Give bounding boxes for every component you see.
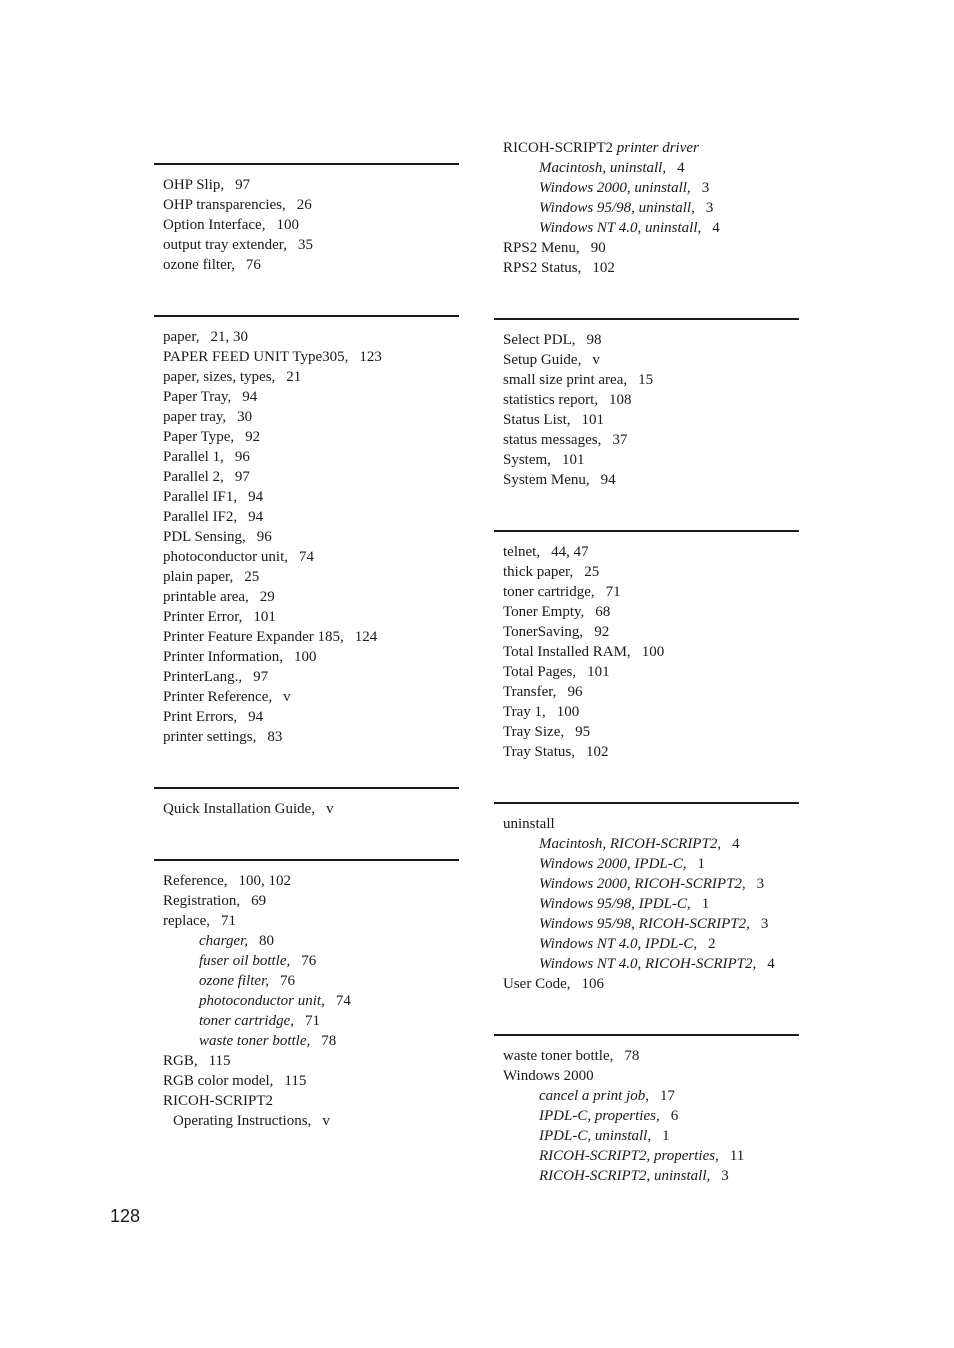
index-page-ref: 83 <box>267 729 283 745</box>
index-entry <box>163 627 459 647</box>
index-entry <box>163 1111 459 1131</box>
index-term: ozone filter, <box>163 257 235 273</box>
index-page-ref: 98 <box>586 332 602 348</box>
index-subentry <box>503 834 799 854</box>
index-page-ref: 71 <box>221 913 237 929</box>
index-entry <box>163 1091 459 1111</box>
index-term: Windows NT 4.0, IPDL-C, <box>539 936 698 952</box>
index-entry <box>503 370 799 390</box>
index-page-ref: 106 <box>581 976 604 992</box>
index-term: waste toner bottle, <box>503 1048 614 1064</box>
index-column-left <box>154 0 459 1200</box>
index-page-ref: 94 <box>242 389 258 405</box>
index-term: Parallel 2, <box>163 469 224 485</box>
index-subentry <box>503 198 799 218</box>
index-term: System Menu, <box>503 472 590 488</box>
index-term: Paper Tray, <box>163 389 232 405</box>
index-entry <box>503 238 799 258</box>
index-term: RPS2 Status, <box>503 260 582 276</box>
index-page-ref: 6 <box>670 1108 679 1124</box>
index-entry <box>503 742 799 762</box>
index-entry <box>163 255 459 275</box>
index-term: PDL Sensing, <box>163 529 246 545</box>
index-term: Status List, <box>503 412 571 428</box>
index-page-ref: 25 <box>584 564 600 580</box>
index-page-ref: 68 <box>595 604 611 620</box>
index-term: Tray Status, <box>503 744 575 760</box>
index-term: System, <box>503 452 551 468</box>
index-entry <box>163 427 459 447</box>
index-term: paper, <box>163 329 200 345</box>
index-page-ref: v <box>283 689 291 705</box>
index-term: Printer Feature Expander 185, <box>163 629 344 645</box>
index-page-ref: 96 <box>234 449 250 465</box>
index-page-ref: 78 <box>624 1048 640 1064</box>
index-subentry <box>503 1146 799 1166</box>
index-section-p <box>163 327 459 747</box>
index-section-w <box>503 1046 799 1186</box>
index-subentry <box>503 874 799 894</box>
index-page-ref: 25 <box>244 569 260 585</box>
index-term: Setup Guide, <box>503 352 582 368</box>
index-term: Tray Size, <box>503 724 565 740</box>
index-entry <box>163 215 459 235</box>
index-term: Windows NT 4.0, uninstall, <box>539 220 702 236</box>
index-page-ref: 115 <box>284 1073 307 1089</box>
index-entry <box>163 467 459 487</box>
index-page-ref: 97 <box>235 177 251 193</box>
index-subentry <box>503 934 799 954</box>
index-page-ref: 90 <box>590 240 606 256</box>
index-subentry <box>503 1086 799 1106</box>
index-page-ref: 94 <box>248 709 264 725</box>
index-entry <box>503 642 799 662</box>
index-entry <box>503 410 799 430</box>
index-term: toner cartridge, <box>199 1013 294 1029</box>
index-page-ref: 4 <box>732 836 740 852</box>
index-entry <box>503 602 799 622</box>
index-term: RICOH-SCRIPT2, properties, <box>539 1148 719 1164</box>
index-page-ref: 1 <box>697 856 706 872</box>
index-term: uninstall <box>503 816 555 832</box>
index-term: small size print area, <box>503 372 628 388</box>
page-number: 128 <box>110 1206 141 1226</box>
index-entry <box>503 814 799 834</box>
index-entry <box>163 367 459 387</box>
index-page-ref: 44, 47 <box>551 544 589 560</box>
index-page-ref: 100 <box>293 649 317 665</box>
index-page-ref: 15 <box>638 372 654 388</box>
index-entry <box>163 347 459 367</box>
index-page-ref: 3 <box>756 876 765 892</box>
index-page-ref: 74 <box>298 549 314 565</box>
index-section-o <box>163 175 459 275</box>
index-page-ref: v <box>592 352 600 368</box>
index-term: toner cartridge, <box>503 584 595 600</box>
index-term: ozone filter, <box>199 973 269 989</box>
index-term: Total Pages, <box>503 664 577 680</box>
index-entry <box>503 542 799 562</box>
index-term: RICOH-SCRIPT2, uninstall, <box>539 1168 711 1184</box>
index-term: paper tray, <box>163 409 227 425</box>
index-term: Tray 1, <box>503 704 546 720</box>
index-page-ref: 78 <box>321 1033 337 1049</box>
index-page-ref: 4 <box>712 220 720 236</box>
section-rule <box>494 802 799 804</box>
index-page-ref: 97 <box>253 669 269 685</box>
index-term: waste toner bottle, <box>199 1033 311 1049</box>
index-entry <box>163 667 459 687</box>
index-entry <box>503 430 799 450</box>
index-term: Windows 95/98, uninstall, <box>539 200 695 216</box>
index-entry <box>163 407 459 427</box>
index-page-ref: 76 <box>245 257 261 273</box>
index-page-ref: 123 <box>359 349 382 365</box>
index-entry <box>503 350 799 370</box>
index-term: Windows 2000, RICOH-SCRIPT2, <box>539 876 746 892</box>
index-page-ref: 94 <box>248 509 264 525</box>
index-term: Paper Type, <box>163 429 235 445</box>
section-rule <box>154 859 459 861</box>
index-term: IPDL-C, uninstall, <box>539 1128 652 1144</box>
index-page-ref: 101 <box>561 452 585 468</box>
index-entry <box>503 470 799 490</box>
index-term-qualifier: printer driver <box>616 140 699 156</box>
index-page-ref: 108 <box>608 392 632 408</box>
index-term: IPDL-C, properties, <box>539 1108 660 1124</box>
index-subentry <box>503 218 799 238</box>
index-page-ref: 92 <box>594 624 610 640</box>
index-entry <box>503 450 799 470</box>
index-entry <box>163 587 459 607</box>
index-term: Reference, <box>163 873 228 889</box>
index-page-ref: 26 <box>296 197 312 213</box>
section-rule <box>494 1034 799 1036</box>
index-page-ref: 100 <box>276 217 299 233</box>
index-section-u <box>503 814 799 994</box>
index-subentry <box>503 1166 799 1186</box>
index-entry <box>163 195 459 215</box>
index-subentry <box>503 1106 799 1126</box>
index-entry <box>163 527 459 547</box>
index-page-ref: 101 <box>581 412 605 428</box>
index-page-ref: 97 <box>234 469 250 485</box>
index-entry <box>163 507 459 527</box>
index-entry <box>163 327 459 347</box>
index-page-ref: 69 <box>251 893 267 909</box>
index-term: printer settings, <box>163 729 257 745</box>
index-page-ref: 101 <box>253 609 276 625</box>
index-entry <box>503 974 799 994</box>
index-entry <box>163 707 459 727</box>
index-term: Windows 95/98, IPDL-C, <box>539 896 691 912</box>
index-term: charger, <box>199 933 249 949</box>
index-page-ref: 100 <box>641 644 665 660</box>
index-entry <box>163 871 459 891</box>
index-entry <box>503 622 799 642</box>
index-column-right <box>494 0 799 1200</box>
index-subentry <box>503 854 799 874</box>
index-entry <box>163 911 459 931</box>
index-term: Printer Information, <box>163 649 283 665</box>
index-page-ref: 35 <box>297 237 313 253</box>
index-entry <box>163 647 459 667</box>
index-page-ref: 102 <box>592 260 615 276</box>
index-section-t <box>503 542 799 762</box>
index-section-r-continued <box>503 138 799 278</box>
index-entry <box>503 138 799 158</box>
index-page-ref: 29 <box>259 589 275 605</box>
index-subentry <box>503 1126 799 1146</box>
index-entry <box>503 702 799 722</box>
index-term: Toner Empty, <box>503 604 585 620</box>
index-term: Parallel IF2, <box>163 509 238 525</box>
index-page-ref: 4 <box>677 160 685 176</box>
index-term: status messages, <box>503 432 602 448</box>
index-subentry <box>503 178 799 198</box>
index-page-ref: 124 <box>354 629 378 645</box>
index-page-ref: 101 <box>587 664 610 680</box>
index-term: photoconductor unit, <box>163 549 288 565</box>
index-page-ref: 92 <box>245 429 261 445</box>
index-term: Printer Reference, <box>163 689 273 705</box>
index-term: paper, sizes, types, <box>163 369 276 385</box>
index-term: OHP Slip, <box>163 177 225 193</box>
index-entry <box>163 687 459 707</box>
index-page-ref: 21, 30 <box>210 329 248 345</box>
index-term: replace, <box>163 913 211 929</box>
index-entry <box>503 722 799 742</box>
index-term: telnet, <box>503 544 541 560</box>
index-entry <box>503 682 799 702</box>
index-entry <box>163 727 459 747</box>
index-entry <box>163 1071 459 1091</box>
index-entry <box>503 1046 799 1066</box>
index-term: Macintosh, RICOH-SCRIPT2, <box>539 836 722 852</box>
index-page-ref: 100, 102 <box>238 873 292 889</box>
index-page-ref: 76 <box>280 973 295 989</box>
index-term: Operating Instructions, <box>173 1113 312 1129</box>
index-page-ref: 3 <box>701 180 710 196</box>
index-page-ref: 2 <box>708 936 716 952</box>
index-term: Quick Installation Guide, <box>163 801 316 817</box>
index-subentry <box>503 894 799 914</box>
index-term: statistics report, <box>503 392 598 408</box>
index-term: User Code, <box>503 976 571 992</box>
index-page-ref: 11 <box>729 1148 745 1164</box>
index-entry <box>163 567 459 587</box>
index-term: plain paper, <box>163 569 234 585</box>
index-term: Windows 2000 <box>503 1068 594 1084</box>
section-rule <box>154 787 459 789</box>
index-page-ref: 37 <box>612 432 628 448</box>
index-page-ref: 3 <box>721 1168 729 1184</box>
index-page-ref: 1 <box>662 1128 670 1144</box>
index-entry <box>163 447 459 467</box>
index-term: Windows NT 4.0, RICOH-SCRIPT2, <box>539 956 757 972</box>
index-page-ref: 3 <box>760 916 769 932</box>
index-entry <box>163 387 459 407</box>
index-term: cancel a print job, <box>539 1088 649 1104</box>
index-page-ref: v <box>322 1113 330 1129</box>
index-page-ref: v <box>326 801 334 817</box>
index-term: output tray extender, <box>163 237 287 253</box>
index-term: Select PDL, <box>503 332 576 348</box>
index-entry <box>503 662 799 682</box>
index-term: fuser oil bottle, <box>199 953 291 969</box>
index-term: PAPER FEED UNIT Type305, <box>163 349 349 365</box>
index-term: TonerSaving, <box>503 624 584 640</box>
index-entry <box>163 1051 459 1071</box>
index-page-ref: 94 <box>600 472 616 488</box>
index-page-ref: 100 <box>556 704 580 720</box>
index-term: RGB color model, <box>163 1073 274 1089</box>
index-section-q <box>163 799 459 819</box>
index-subentry <box>503 954 799 974</box>
index-subentry <box>163 931 459 951</box>
index-entry <box>163 235 459 255</box>
index-page-ref: 74 <box>335 993 351 1009</box>
index-term: PrinterLang., <box>163 669 243 685</box>
index-term: Total Installed RAM, <box>503 644 631 660</box>
index-page-ref: 71 <box>305 1013 320 1029</box>
index-page-ref: 30 <box>237 409 253 425</box>
index-page-ref: 96 <box>567 684 583 700</box>
index-entry <box>503 390 799 410</box>
index-term: Windows 2000, IPDL-C, <box>539 856 687 872</box>
section-rule <box>154 315 459 317</box>
index-term: printable area, <box>163 589 249 605</box>
index-subentry <box>503 914 799 934</box>
section-rule <box>154 163 459 165</box>
index-subentry <box>163 1011 459 1031</box>
index-page-ref: 1 <box>701 896 710 912</box>
index-page-ref: 95 <box>575 724 591 740</box>
index-term: Transfer, <box>503 684 557 700</box>
index-term: RICOH-SCRIPT2 <box>503 140 614 156</box>
index-entry <box>163 799 459 819</box>
index-term: RGB, <box>163 1053 198 1069</box>
index-term: Macintosh, uninstall, <box>539 160 667 176</box>
index-entry <box>163 175 459 195</box>
index-page-ref: 17 <box>659 1088 675 1104</box>
index-term: OHP transparencies, <box>163 197 286 213</box>
index-term: Windows 95/98, RICOH-SCRIPT2, <box>539 916 750 932</box>
index-page-ref: 71 <box>605 584 621 600</box>
index-section-s <box>503 330 799 490</box>
index-subentry <box>163 1031 459 1051</box>
index-term: Option Interface, <box>163 217 266 233</box>
index-subentry <box>503 158 799 178</box>
index-subentry <box>163 991 459 1011</box>
index-term: Parallel IF1, <box>163 489 238 505</box>
section-rule <box>494 318 799 320</box>
index-entry <box>503 330 799 350</box>
index-term: Parallel 1, <box>163 449 224 465</box>
index-page-ref: 3 <box>705 200 714 216</box>
index-term: Registration, <box>163 893 241 909</box>
index-page-ref: 4 <box>767 956 775 972</box>
index-subentry <box>163 951 459 971</box>
index-section-r <box>163 871 459 1131</box>
index-term: thick paper, <box>503 564 574 580</box>
index-entry <box>163 487 459 507</box>
index-entry <box>503 258 799 278</box>
index-entry <box>503 562 799 582</box>
index-page-ref: 102 <box>585 744 609 760</box>
index-subentry <box>163 971 459 991</box>
index-entry <box>503 1066 799 1086</box>
index-entry <box>503 582 799 602</box>
index-entry <box>163 607 459 627</box>
index-term: RICOH-SCRIPT2 <box>163 1093 274 1109</box>
index-page-ref: 76 <box>301 953 317 969</box>
index-term: Windows 2000, uninstall, <box>539 180 691 196</box>
index-page-ref: 94 <box>248 489 264 505</box>
index-term: photoconductor unit, <box>199 993 325 1009</box>
index-entry <box>163 891 459 911</box>
index-term: Print Errors, <box>163 709 238 725</box>
index-entry <box>163 547 459 567</box>
section-rule <box>494 530 799 532</box>
index-term: RPS2 Menu, <box>503 240 580 256</box>
index-page-ref: 96 <box>256 529 272 545</box>
index-page-ref: 115 <box>208 1053 231 1069</box>
index-page-ref: 80 <box>259 933 275 949</box>
index-term: Printer Error, <box>163 609 243 625</box>
index-page-ref: 21 <box>286 369 302 385</box>
